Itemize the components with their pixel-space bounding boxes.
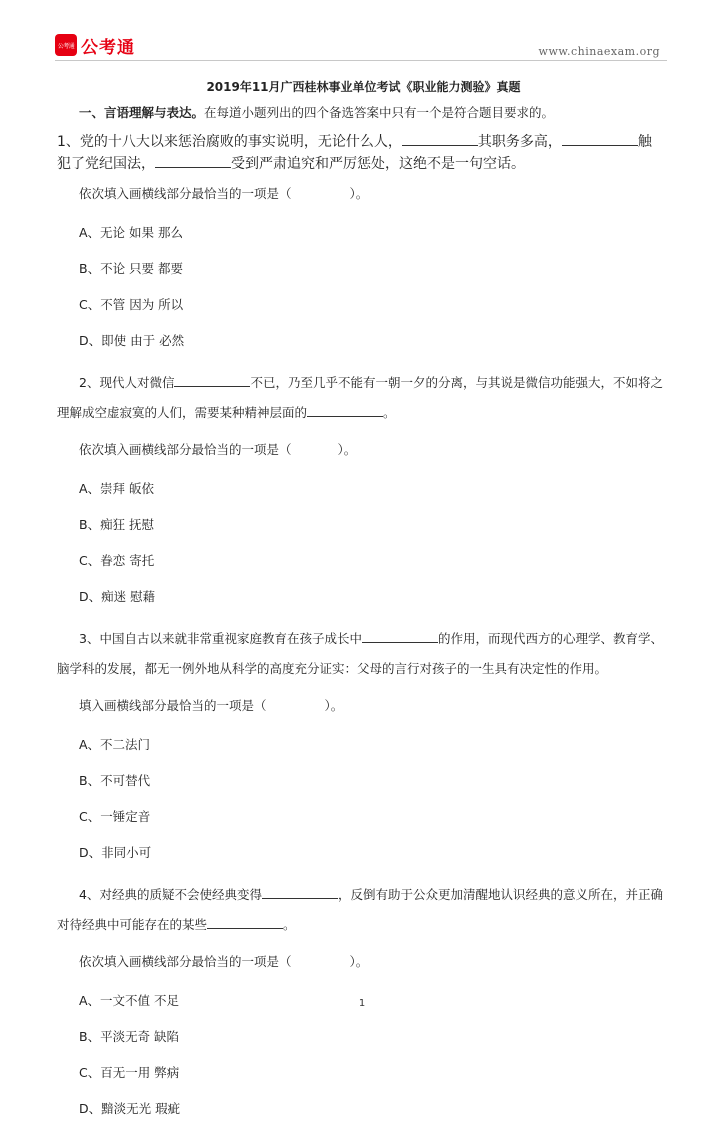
q4-text-b: ，反倒有助于公众更加清醒地认识经典的意义所在，并正确 (337, 887, 663, 902)
q3-option-b: B、不可替代 (79, 773, 151, 788)
q1-text-a: 1、党的十八大以来惩治腐败的事实说明，无论什么人， (57, 134, 402, 150)
q4-text-d: 。 (283, 917, 296, 932)
section-heading-bold: 一、言语理解与表达。 (79, 105, 205, 120)
question-2-prompt (79, 441, 670, 459)
q3-option-c: C、一锤定音 (79, 809, 151, 824)
q2-text-c: 理解成空虚寂寞的人们，需要某种精神层面的 (57, 405, 308, 420)
q2-option-c: C、眷恋 寄托 (79, 553, 155, 568)
q3-option-d: D、非同小可 (79, 845, 152, 860)
q4-text-c: 对待经典中可能存在的某些 (57, 917, 208, 932)
q1-text-d: 犯了党纪国法， (57, 156, 155, 172)
section-heading-text: 在每道小题列出的四个备选答案中只有一个是符合题目要求的。 (204, 105, 555, 120)
answer-blank (402, 132, 478, 146)
q2-text-a: 2、现代人对微信 (79, 375, 175, 390)
answer-blank (174, 373, 250, 387)
q4-option-a: A、一文不值 不足 (79, 993, 180, 1008)
document-title: 2019年11月广西桂林事业单位考试《职业能力测验》真题 (206, 80, 521, 94)
question-4 (57, 880, 670, 940)
q4-text-a: 4、对经典的质疑不会使经典变得 (79, 887, 262, 902)
question-3 (57, 624, 670, 684)
page-number: 1 (358, 998, 366, 1009)
q3-text-a: 3、中国自古以来就非常重视家庭教育在孩子成长中 (79, 631, 362, 646)
header-divider (55, 60, 667, 61)
q3-option-a: A、不二法门 (79, 737, 151, 752)
prompt-text: 填入画横线部分最恰当的一项是（ (79, 698, 267, 713)
q4-option-d: D、黯淡无光 瑕疵 (79, 1101, 181, 1116)
prompt-close: ）。 (349, 954, 369, 969)
q4-option-b: B、平淡无奇 缺陷 (79, 1029, 180, 1044)
q2-option-d: D、痴迷 慰藉 (79, 589, 156, 604)
q3-text-c: 脑学科的发展，都无一例外地从科学的高度充分证实：父母的言行对孩子的一生具有决定性的作用。 (57, 661, 608, 676)
q4-option-c: C、百无一用 弊病 (79, 1065, 180, 1080)
question-4-prompt (79, 953, 670, 971)
q1-option-b: B、不论 只要 都要 (79, 261, 184, 276)
prompt-close: ）。 (349, 186, 369, 201)
q1-option-d: D、即使 由于 必然 (79, 333, 185, 348)
q1-text-e: 受到严肃追究和严厉惩处，这绝不是一句空话。 (231, 156, 525, 172)
site-url[interactable]: www.chinaexam.org (538, 45, 660, 58)
answer-blank (262, 885, 338, 899)
prompt-text: 依次填入画横线部分最恰当的一项是（ (79, 442, 292, 457)
q2-text-b: 不已，乃至几乎不能有一朝一夕的分离，与其说是微信功能强大，不如将之 (250, 375, 663, 390)
q1-option-c: C、不管 因为 所以 (79, 297, 184, 312)
q3-text-b: 的作用，而现代西方的心理学、教育学、 (437, 631, 663, 646)
answer-blank (207, 915, 283, 929)
q1-text-b: 其职务多高， (477, 134, 562, 150)
question-3-prompt (79, 697, 670, 715)
logo-text: 公考通 (81, 37, 135, 58)
prompt-text: 依次填入画横线部分最恰当的一项是（ (79, 954, 292, 969)
prompt-text: 依次填入画横线部分最恰当的一项是（ (79, 186, 292, 201)
answer-blank (362, 629, 438, 643)
prompt-close: ）。 (337, 442, 357, 457)
answer-blank (307, 403, 383, 417)
question-2 (57, 368, 670, 428)
section-heading (79, 104, 670, 122)
q1-text-c: 触 (637, 134, 652, 150)
logo-badge-icon: 公考通 (55, 34, 77, 56)
answer-blank (155, 154, 231, 168)
question-1 (57, 131, 670, 175)
q2-option-b: B、痴狂 抚慰 (79, 517, 155, 532)
brand-logo[interactable] (55, 34, 135, 56)
q2-option-a: A、崇拜 皈依 (79, 481, 155, 496)
question-1-prompt (79, 185, 670, 203)
document-body (57, 78, 670, 1136)
prompt-close: ）。 (324, 698, 344, 713)
q2-text-d: 。 (383, 405, 396, 420)
answer-blank (562, 132, 638, 146)
q1-option-a: A、无论 如果 那么 (79, 225, 183, 240)
